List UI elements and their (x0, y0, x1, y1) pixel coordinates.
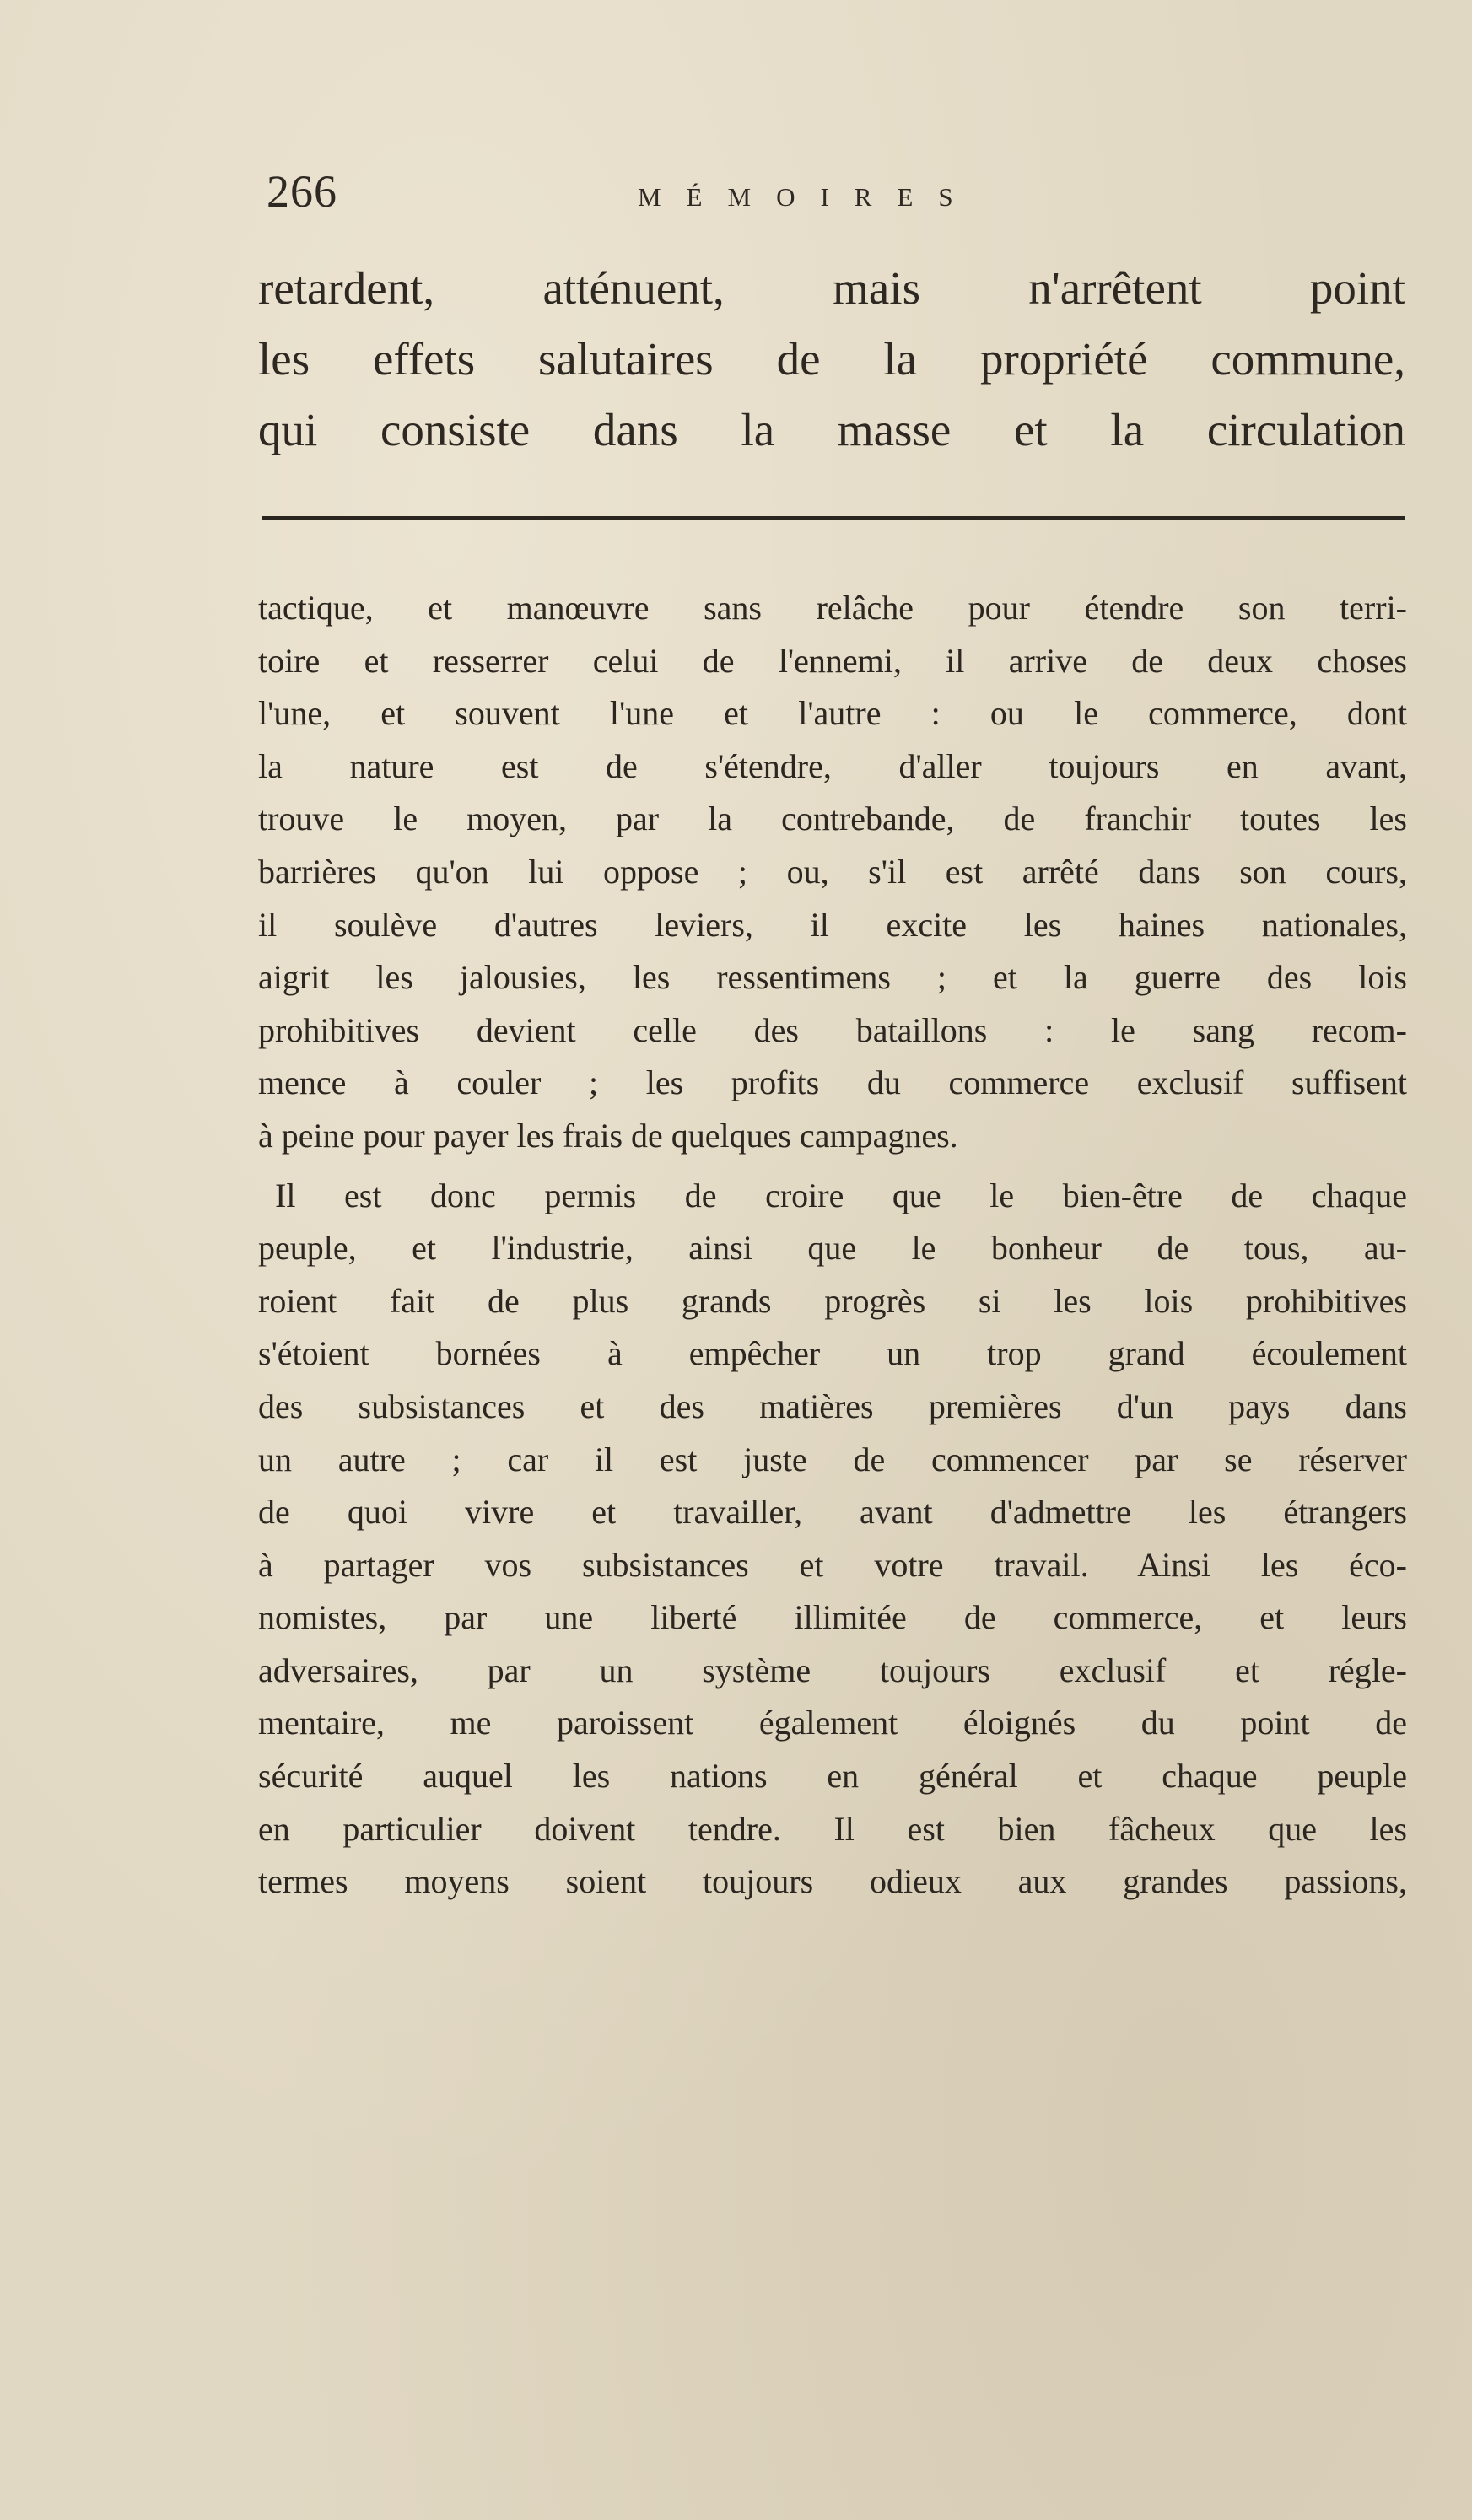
text-line: sécurité auquel les nations en général et chaque peuple (258, 1757, 1407, 1796)
text-line: mence à couler ; les profits du commerce exclusif suffisent (258, 1063, 1407, 1102)
text-line: aigrit les jalousies, les ressentimens ; et la guerre des lois (258, 958, 1407, 997)
paragraph-gap (258, 1163, 1407, 1170)
text-line: termes moyens soient toujours odieux aux grandes passions, (258, 1862, 1407, 1901)
running-title: MÉMOIRES (638, 182, 979, 212)
upper-text-block (258, 253, 1405, 466)
text-line: il soulève d'autres leviers, il excite les haines nationales, (258, 905, 1407, 944)
text-line: tactique, et manœuvre sans relâche pour étendre son terri- (258, 589, 1407, 627)
text-line: prohibitives devient celle des bataillons : le sang recom- (258, 1010, 1407, 1049)
text-line: roient fait de plus grands progrès si les lois prohibitives (258, 1281, 1407, 1320)
lower-text-block (258, 582, 1407, 1909)
text-line: l'une, et souvent l'une et l'autre : ou le commerce, dont (258, 694, 1407, 733)
text-line: s'étoient bornées à empêcher un trop grand écoulement (258, 1334, 1407, 1373)
text-line: en particulier doivent tendre. Il est bien fâcheux que les (258, 1809, 1407, 1848)
text-line: barrières qu'on lui oppose ; ou, s'il est arrêté dans son cours, (258, 852, 1407, 891)
text-line: adversaires, par un système toujours exclusif et régle- (258, 1650, 1407, 1689)
text-line: des subsistances et des matières premières d'un pays dans (258, 1387, 1407, 1425)
text-line: peuple, et l'industrie, ainsi que le bonheur de tous, au- (258, 1229, 1407, 1268)
text-line: la nature est de s'étendre, d'aller toujours en avant, (258, 746, 1407, 785)
text-line: un autre ; car il est juste de commencer par se réserver (258, 1440, 1407, 1478)
text-line: Il est donc permis de croire que le bien-être de chaque (275, 1176, 1407, 1214)
page-number: 266 (267, 166, 337, 217)
text-line: à peine pour payer les frais de quelques campagnes. (258, 1116, 958, 1155)
text-line: toire et resserrer celui de l'ennemi, il arrive de deux choses (258, 641, 1407, 680)
text-line: à partager vos subsistances et votre travail. Ainsi les éco- (258, 1545, 1407, 1584)
page-header (267, 165, 1388, 216)
text-line: de quoi vivre et travailler, avant d'admettre les étrangers (258, 1493, 1407, 1532)
text-line: mentaire, me paroissent également éloignés du point de (258, 1704, 1407, 1742)
upper-text-line: qui consiste dans la masse et la circulation (258, 404, 1405, 455)
text-line: nomistes, par une liberté illimitée de commerce, et leurs (258, 1598, 1407, 1637)
upper-text-line: les effets salutaires de la propriété commune, (258, 333, 1405, 385)
text-line: trouve le moyen, par la contrebande, de franchir toutes les (258, 800, 1407, 838)
upper-text-line: retardent, atténuent, mais n'arrêtent point (258, 262, 1405, 314)
horizontal-rule (262, 516, 1405, 520)
